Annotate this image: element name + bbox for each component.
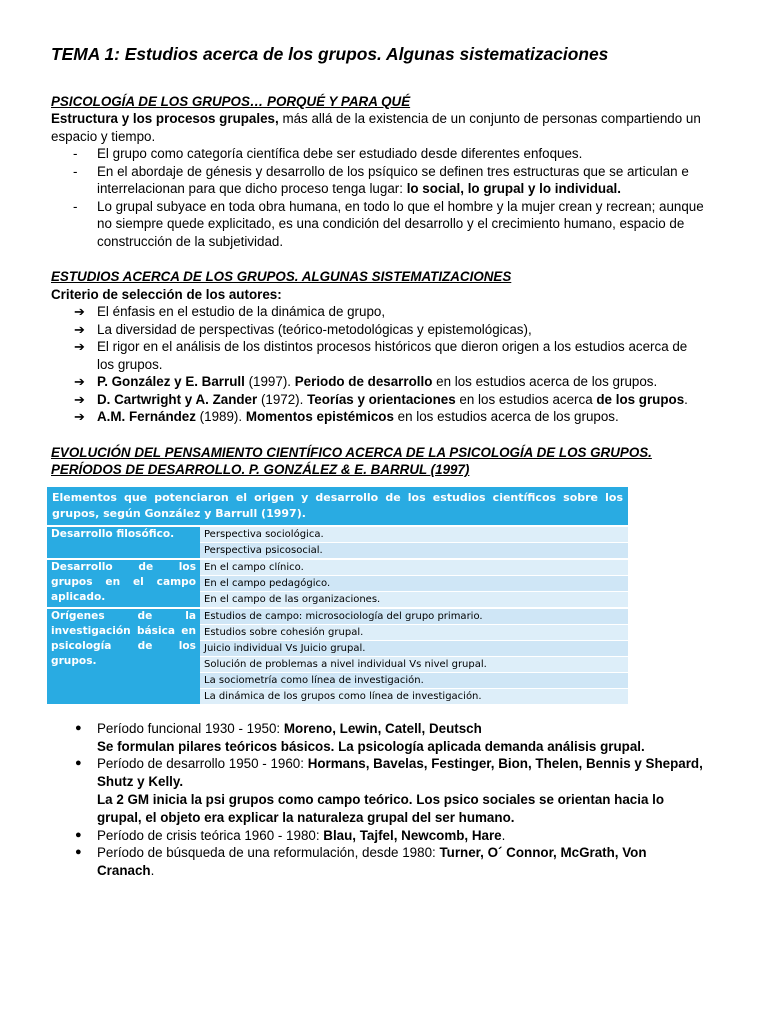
work-title: Teorías y orientaciones	[307, 391, 456, 407]
period-label: Período de búsqueda de una reformulación, desde 1980:	[97, 845, 440, 861]
author-names: D. Cartwright y A. Zander	[97, 391, 258, 407]
period-authors: Moreno, Lewin, Catell, Deutsch	[283, 720, 482, 736]
table-cell: En el campo clínico.	[200, 559, 628, 576]
year: (1997).	[244, 374, 295, 390]
period-note: La 2 GM inicia la psi grupos como campo teórico. Los psico sociales se orientan hacia lo grupal, el objeto era explicar la naturaleza grupal del ser humano.	[97, 792, 665, 825]
table-cell: En el campo pedagógico.	[200, 575, 628, 591]
year: (1972).	[257, 391, 308, 407]
period-label: Período de desarrollo 1950 - 1960:	[97, 756, 308, 772]
table-cell: Estudios sobre cohesión grupal.	[200, 624, 628, 640]
arrow-icon: ➔	[74, 321, 85, 337]
list-item	[51, 827, 704, 845]
year: (1989).	[195, 409, 246, 425]
section-heading-psicologia: PSICOLOGÍA DE LOS GRUPOS… PORQUÉ Y PARA QUÉ	[51, 93, 411, 109]
period-authors: Turner, O´ Connor, McGrath, Von Cranach	[97, 845, 647, 879]
item-bold: lo social, lo grupal y lo individual.	[406, 181, 621, 197]
item-text: en los estudios acerca de los grupos.	[432, 374, 658, 390]
arrow-icon: ➔	[74, 374, 85, 390]
item-text: Lo grupal subyace en toda obra humana, en todo lo que el hombre y la mujer crean y recrean; aunque no siempre quede explicitado, es una condición del desarrollo y el crecimiento humano, espacio de construcción de la subjetividad.	[97, 198, 704, 249]
table-cell: La sociometría como línea de investigación.	[200, 672, 628, 688]
dash-marker: -	[73, 163, 78, 179]
period-authors: Blau, Tajfel, Newcomb, Hare	[323, 827, 502, 843]
period-label: Período funcional 1930 - 1950:	[97, 720, 284, 736]
list-item	[51, 408, 704, 426]
elements-table	[47, 487, 628, 704]
table-cell: Estudios de campo: microsociología del grupo primario.	[200, 608, 628, 625]
period-note: Se formulan pilares teóricos básicos. La psicología aplicada demanda análisis grupal.	[97, 738, 645, 754]
arrow-icon: ➔	[74, 409, 85, 425]
table-cell: Juicio individual Vs Juicio grupal.	[200, 640, 628, 656]
table-group-label: Desarrollo filosófico.	[47, 526, 200, 559]
item-text: .	[684, 391, 688, 407]
author-names: P. González y E. Barrull	[97, 374, 245, 390]
work-title: Momentos epistémicos	[245, 409, 394, 425]
document-title: TEMA 1: Estudios acerca de los grupos. Algunas sistematizaciones	[51, 44, 609, 64]
item-bold: de los grupos	[596, 391, 685, 407]
bullet-icon: ●	[75, 846, 82, 859]
section1-intro	[51, 110, 704, 145]
list-item	[51, 338, 704, 373]
period-authors: Hormans, Bavelas, Festinger, Bion, Thelen, Bennis y Shepard, Shutz y Kelly.	[97, 756, 703, 790]
table-cell: Solución de problemas a nivel individual Vs nivel grupal.	[200, 656, 628, 672]
dash-marker: -	[73, 146, 78, 162]
table-group-label: Desarrollo de los grupos en el campo aplicado.	[47, 559, 200, 608]
list-item	[51, 391, 704, 409]
period-end: .	[501, 827, 506, 843]
period-label: Período de crisis teórica 1960 - 1980:	[97, 827, 324, 843]
work-title: Periodo de desarrollo	[294, 374, 433, 390]
criteria-list	[51, 303, 704, 426]
table-cell: En el campo de las organizaciones.	[200, 591, 628, 608]
table-cell: Perspectiva sociológica.	[200, 526, 628, 543]
list-item	[51, 198, 704, 251]
periods-list	[51, 720, 704, 880]
list-item	[51, 844, 704, 880]
section-heading-estudios: ESTUDIOS ACERCA DE LOS GRUPOS. ALGUNAS SISTEMATIZACIONES	[51, 269, 512, 285]
item-text: La diversidad de perspectivas (teórico-metodológicas y epistemológicas),	[97, 321, 532, 337]
list-item	[51, 720, 704, 756]
criteria-text: Criterio de selección de los autores:	[51, 286, 282, 302]
table-group-label: Orígenes de la investigación básica en psicología de los grupos.	[47, 608, 200, 704]
intro-text: más allá de la existencia de un conjunto de personas compartiendo un espacio y tiempo.	[51, 111, 701, 144]
table-header: Elementos que potenciaron el origen y desarrollo de los estudios científicos sobre los grupos, según González y Barrull (1997).	[47, 487, 628, 526]
arrow-icon: ➔	[74, 304, 85, 320]
bullet-icon: ●	[75, 721, 82, 734]
bullet-icon: ●	[75, 828, 82, 841]
dash-marker: -	[73, 198, 78, 214]
table-cell: La dinámica de los grupos como línea de investigación.	[200, 688, 628, 704]
list-item	[51, 145, 704, 163]
criteria-heading	[51, 286, 704, 304]
intro-bold: Estructura y los procesos grupales,	[51, 111, 279, 127]
table-cell: Perspectiva psicosocial.	[200, 542, 628, 559]
bullet-icon: ●	[75, 757, 82, 770]
section-heading-periodos: PERÍODOS DE DESARROLLO. P. GONZÁLEZ & E. BARRUL (1997)	[51, 462, 470, 478]
item-text: en los estudios acerca de los grupos.	[393, 409, 619, 425]
list-item	[51, 373, 704, 391]
author-names: A.M. Fernández	[97, 409, 196, 425]
item-text: El grupo como categoría científica debe ser estudiado desde diferentes enfoques.	[97, 146, 583, 162]
item-text: En el abordaje de génesis y desarrollo de los psíquico se definen tres estructuras que se articulan e interrelacionan para que dicho proceso tenga lugar:	[97, 163, 689, 197]
list-item	[51, 303, 704, 321]
list-item	[51, 163, 704, 198]
list-item	[51, 321, 704, 339]
section-heading-evolucion: EVOLUCIÓN DEL PENSAMIENTO CIENTÍFICO ACERCA DE LA PSICOLOGÍA DE LOS GRUPOS.	[51, 444, 652, 460]
period-end: .	[150, 863, 155, 879]
item-text: El énfasis en el estudio de la dinámica de grupo,	[97, 304, 386, 320]
arrow-icon: ➔	[74, 391, 85, 407]
list-item	[51, 755, 704, 826]
arrow-icon: ➔	[74, 339, 85, 355]
section1-list	[51, 145, 704, 250]
item-text: El rigor en el análisis de los distintos procesos históricos que dieron origen a los estudios acerca de los grupos.	[97, 339, 688, 372]
item-text: en los estudios acerca	[455, 391, 597, 407]
